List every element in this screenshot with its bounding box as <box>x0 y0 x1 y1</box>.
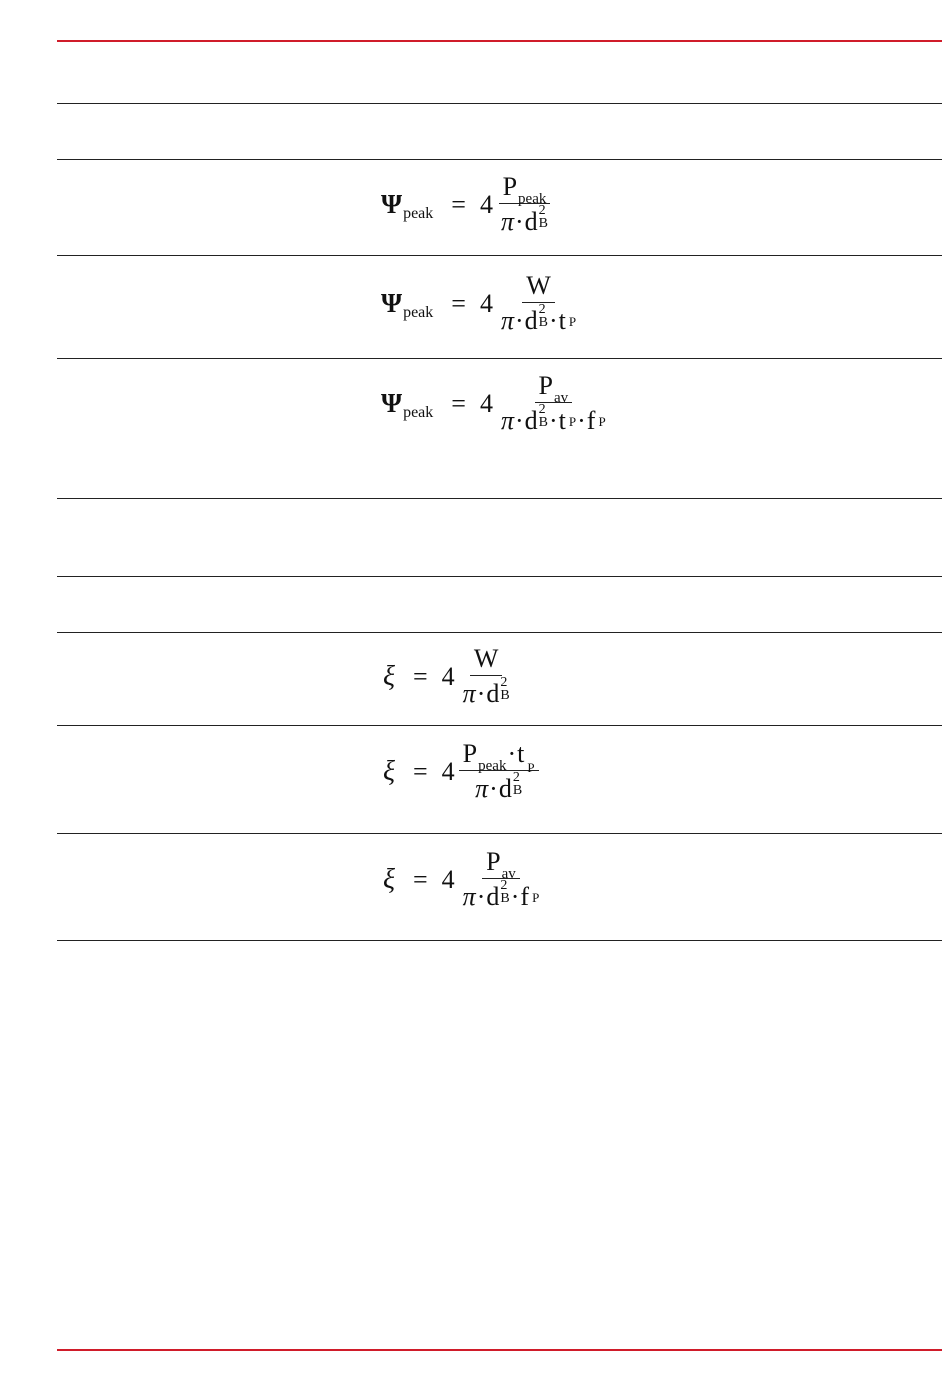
xi-symbol: ξ <box>383 660 395 692</box>
table-rule-2 <box>57 159 942 160</box>
formula-xi-energy: ξ = 4 W π · d 2 B <box>383 638 514 715</box>
equals-sign: = <box>451 189 466 219</box>
table-rule-10 <box>57 940 942 941</box>
formula-xi-average-power: ξ = 4 P av π · d 2 B · f P <box>383 841 543 918</box>
table-rule-7 <box>57 632 942 633</box>
table-rule-8 <box>57 725 942 726</box>
footer-red-rule <box>57 1349 942 1351</box>
table-rule-9 <box>57 833 942 834</box>
psi-symbol: Ψ <box>381 189 403 219</box>
formula-psi-peak-average-power: Ψ peak = 4 P av π · d 2 B · t P · f P <box>381 365 610 442</box>
formula-psi-peak-peak-power: Ψ peak = 4 P peak π · d 2 B <box>381 166 552 243</box>
table-rule-5 <box>57 498 942 499</box>
table-rule-4 <box>57 358 942 359</box>
table-rule-6 <box>57 576 942 577</box>
table-rule-1 <box>57 103 942 104</box>
table-rule-3 <box>57 255 942 256</box>
fraction: P peak π · d 2 B <box>497 166 552 243</box>
formula-psi-peak-energy: Ψ peak = 4 W π · d 2 B · t P <box>381 265 580 342</box>
header-red-rule <box>57 40 942 42</box>
formula-xi-peak-power: ξ = 4 P peak · t P π · d 2 B <box>383 733 539 810</box>
